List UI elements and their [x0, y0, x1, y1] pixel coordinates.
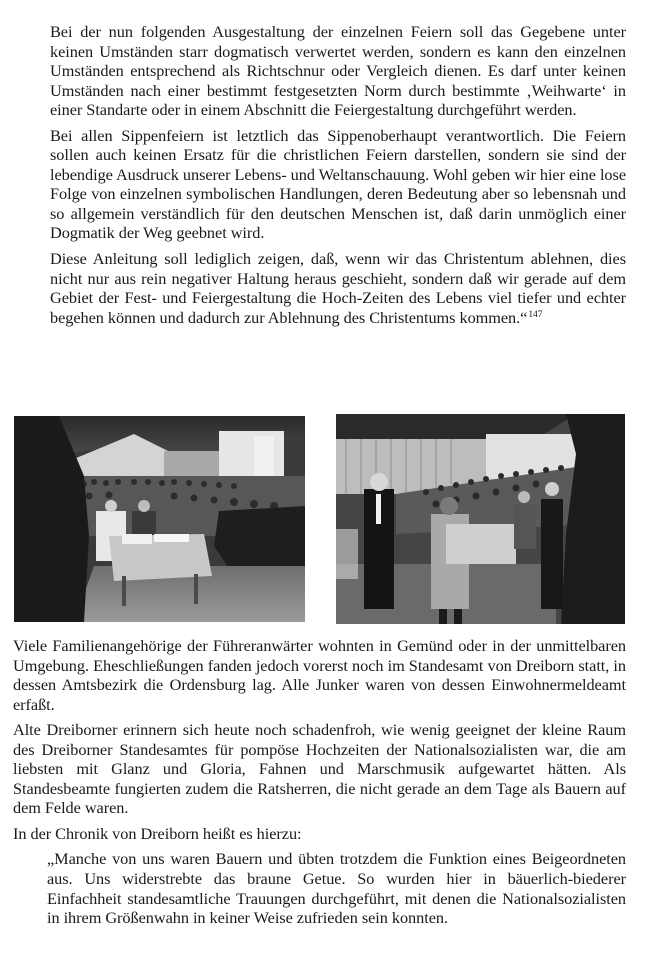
block-quote: „Manche von uns waren Bauern und übten trotzdem die Funktion eines Beigeordneten aus. Uns widerstrebte das braune Getue. So wurden hier in bäuerlich-biederer Einfachheit standesamtliche Trauungen durchgeführt, mit denen die Nationalsozialisten in ihrem Größenwahn in keiner Weise zufrieden sein konnten.	[47, 849, 626, 928]
paragraph: Alte Dreiborner erinnern sich heute noch schadenfroh, wie wenig geeignet der kleine Raum des Dreiborner Standesamtes für pompöse Hochzeiten der Nationalsozialisten war, die am liebsten mit Glanz und Gloria, Fahnen und Marschmusik aufgewartet hätten. Als Standesbeamte fungierten zudem die Ratsherren, die nicht gerade an dem Tage als Bauern auf dem Felde waren.	[13, 720, 626, 818]
photo-wedding-ceremony-left	[14, 416, 305, 622]
paragraph: In der Chronik von Dreiborn heißt es hierzu:	[13, 823, 302, 843]
paragraph-text: Diese Anleitung soll lediglich zeigen, daß, wenn wir das Christentum ablehnen, dies nicht nur aus rein negativer Haltung heraus geschieht, sondern daß wir gerade auf dem Gebiet der Fest- und Feiergestaltung die Hoch-Zeiten des Lebens viel tiefer und echter begehen können und dadurch zur Ablehnung des Christentums kommen.“	[50, 249, 626, 327]
photo-image	[336, 414, 625, 624]
photo-image	[14, 416, 305, 622]
footnote-reference: 147	[528, 309, 543, 320]
paragraph-with-footnote	[50, 249, 626, 327]
paragraph: Viele Familienangehörige der Führeranwärter wohnten in Gemünd oder in der unmittelbaren Umgebung. Eheschließungen fanden jedoch vorerst noch im Standesamt von Dreiborn statt, in dessen Amtsbezirk die Ordensburg lag. Alle Junker waren von dessen Einwohnermeldeamt erfaßt.	[13, 636, 626, 714]
photo-wedding-ceremony-right	[336, 414, 625, 624]
top-text-block	[50, 22, 626, 327]
paragraph: Bei allen Sippenfeiern ist letztlich das Sippenoberhaupt verantwortlich. Die Feiern sollen auch keinen Ersatz für die christlichen Feiern darstellen, sondern sie sind der lebendige Ausdruck unserer Lebens- und Weltanschauung. Wohl geben wir hier eine lose Folge von einzelnen symbolischen Handlungen, deren Bedeutung aber so lebensnah und so allgemein verständlich für den deutschen Menschen ist, daß darin unmöglich einer Dogmatik der Weg geebnet wird.	[50, 125, 626, 243]
bottom-text-block	[13, 636, 626, 928]
paragraph: Bei der nun folgenden Ausgestaltung der einzelnen Feiern soll das Gegebene unter keinen Umständen starr dogmatisch verwertet werden, sondern es kann den einzelnen Umständen entsprechend als Richtschnur oder Vergleich dienen. Es darf unter keinen Umständen nach einer bestimmt festgesetzten Norm durch bestimmte ‚Weihwarte‘ in einer Standarte oder in einem Abschnitt die Feiergestaltung durchgeführt werden.	[50, 22, 626, 120]
